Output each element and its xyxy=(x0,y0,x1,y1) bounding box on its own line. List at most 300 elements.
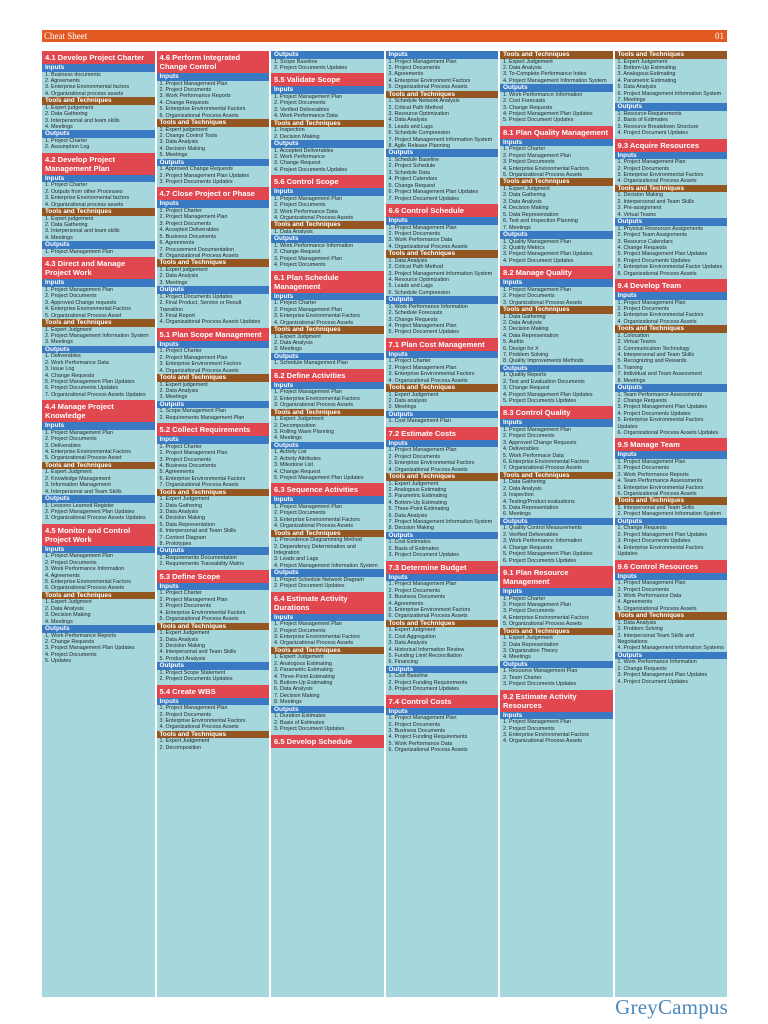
outputs-item: 2. Change Requests xyxy=(45,639,95,646)
process-title: 5.3 Define Scope xyxy=(157,570,270,583)
inputs-item: 4. Business Documents xyxy=(159,463,217,469)
inputs-item: 2. Project Documents xyxy=(45,436,97,443)
outputs-item: 2. Assumption Log xyxy=(45,144,90,151)
outputs-item: 7. Project Document Updates xyxy=(388,195,459,202)
tools-item: 2. Critical Path Method xyxy=(388,104,444,111)
inputs-header: Inputs xyxy=(157,698,270,706)
tools-item: 6. Data Analysis xyxy=(274,686,313,693)
outputs-item: 5. Project Management Plan Updates xyxy=(503,551,593,558)
tools-item: 3. Data Analysis xyxy=(503,198,542,205)
tools-header: Tools and Techniques xyxy=(386,384,499,392)
outputs-item: 4. Change Request xyxy=(274,468,321,475)
tools-item: 1. Expert Judgement xyxy=(388,480,439,487)
inputs-header: Inputs xyxy=(271,86,384,94)
tools-item: 1. Data Analysis xyxy=(274,229,313,236)
outputs-header: Outputs xyxy=(615,103,728,111)
tools-item: 2. Data Gathering xyxy=(159,502,203,509)
outputs-item: 7. Organizational Process Assets Updates xyxy=(45,391,146,398)
tools-header: Tools and Techniques xyxy=(271,326,384,334)
column-1 xyxy=(42,51,155,997)
outputs-item: 1. Resource Requirements xyxy=(617,111,682,118)
inputs-item: 4. Organizational Process Assets xyxy=(617,178,697,185)
inputs-item: 1. Project Management Plan xyxy=(274,621,343,628)
inputs-item: 2. Project Management Plan xyxy=(159,450,228,457)
outputs-header: Outputs xyxy=(271,140,384,148)
tools-header: Tools and Techniques xyxy=(42,592,155,600)
tools-item: 7. Individual and Team Assessment xyxy=(617,371,702,378)
outputs-item: 4. Project Management Plan xyxy=(388,322,457,329)
outputs-item: 2. Change Requests xyxy=(617,398,667,404)
section-gap xyxy=(42,665,155,667)
tools-header: Tools and Techniques xyxy=(615,51,728,59)
tools-item: 1. Expert judgement xyxy=(159,381,208,388)
tools-item: 3. Parametric Estimating xyxy=(388,493,448,500)
outputs-header: Outputs xyxy=(386,666,499,674)
inputs-item: 1. Project Management Plan xyxy=(388,224,457,231)
column-5 xyxy=(500,51,613,997)
inputs-header: Inputs xyxy=(157,341,270,349)
inputs-header: Inputs xyxy=(615,573,728,581)
section-gap xyxy=(386,754,499,756)
tools-item: 7. Meetings xyxy=(617,97,646,104)
outputs-header: Outputs xyxy=(157,401,270,409)
inputs-item: 3. Enterprise Environmental Factors xyxy=(388,460,475,467)
outputs-item: 5. Project Management Plan Updates xyxy=(274,474,364,481)
outputs-item: 2. Work Performance Data xyxy=(45,359,109,366)
tools-item: 1. Expert judgement xyxy=(45,215,94,222)
outputs-item: 2. Test and Evaluation Documents xyxy=(503,378,585,385)
tools-item: 2. Data Analysis xyxy=(503,65,542,71)
outputs-item: 3. Project Documents Updates xyxy=(159,179,233,186)
outputs-item: 3. Change Requests xyxy=(503,104,553,111)
tools-header: Tools and Techniques xyxy=(271,120,384,128)
outputs-item: 1. Cost Estimates xyxy=(388,539,431,546)
inputs-item: 2. Project Documents xyxy=(617,586,670,593)
process-title: 4.1 Develop Project Charter xyxy=(42,51,155,64)
tools-item: 1. Data Analysis xyxy=(388,257,428,264)
inputs-item: 2. Project Documents xyxy=(388,587,441,594)
outputs-header: Outputs xyxy=(42,346,155,354)
outputs-header: Outputs xyxy=(386,411,499,419)
outputs-header: Outputs xyxy=(42,241,155,249)
inputs-item: 2. Project Management Plan xyxy=(503,601,572,608)
tools-item: 3. Decision Making xyxy=(503,326,549,333)
inputs-item: 4. Organizational Process Assets xyxy=(388,377,468,384)
inputs-header: Inputs xyxy=(271,614,384,622)
outputs-item: 1. Change Requests xyxy=(617,525,667,532)
tools-header: Tools and Techniques xyxy=(42,97,155,105)
inputs-header: Inputs xyxy=(42,64,155,72)
tools-item: 4. Decision Making xyxy=(159,515,206,522)
tools-header: Tools and Techniques xyxy=(386,250,499,258)
inputs-item: 2. Project Documents xyxy=(274,510,326,517)
tools-item: 7. Project Management Information System xyxy=(388,136,493,143)
outputs-item: 1. Work Performance Information xyxy=(503,91,583,98)
tools-item: 8. Meetings xyxy=(617,377,646,384)
inputs-item: 3. Enterprise Environmental Factors xyxy=(274,516,360,523)
tools-item: 6. Data Analysis xyxy=(388,512,428,519)
tools-item: 3. Data Analysis xyxy=(159,509,199,516)
inputs-item: 1. Project Management Plan xyxy=(617,459,686,466)
tools-item: 5. Data Analysis xyxy=(617,84,657,91)
tools-item: 3. Information Management xyxy=(45,482,111,489)
inputs-header: Inputs xyxy=(500,419,613,427)
inputs-header: Inputs xyxy=(500,279,613,287)
outputs-item: 2. Project Documents Updates xyxy=(274,65,348,71)
outputs-item: 1. Project Management Plan xyxy=(45,248,114,255)
tools-item: 1. Colocation xyxy=(617,332,649,339)
inputs-item: 1. Project Charter xyxy=(159,348,202,355)
tools-header: Tools and Techniques xyxy=(615,325,728,333)
outputs-item: 1. Requirements Documentation xyxy=(159,555,237,562)
outputs-header: Outputs xyxy=(500,661,613,669)
tools-item: 6. Financing xyxy=(388,659,418,666)
tools-header: Tools and Techniques xyxy=(42,319,155,327)
outputs-item: 1. Resource Management Plan xyxy=(503,668,578,675)
inputs-item: 3. Enterprise Environmental Factors xyxy=(617,172,704,179)
outputs-header: Outputs xyxy=(500,518,613,526)
outputs-header: Outputs xyxy=(157,286,270,294)
tools-item: 5. Data Representation xyxy=(503,505,559,512)
process-title: 9.5 Manage Team xyxy=(615,438,728,451)
outputs-item: 3. Project Document Updates xyxy=(388,686,459,693)
tools-item: 3. Interpersonal and team skills xyxy=(45,228,120,235)
tools-item: 5. Product Analysis xyxy=(159,655,206,662)
inputs-header: Inputs xyxy=(386,351,499,359)
inputs-header: Inputs xyxy=(271,382,384,390)
tools-header: Tools and Techniques xyxy=(42,208,155,216)
tools-item: 3. Interpersonal Team Skills and Negotiations xyxy=(617,632,695,645)
tools-item: 6. Test and Inspection Planning xyxy=(503,218,578,225)
inputs-item: 5. Organizational Process Asset xyxy=(45,312,122,319)
inputs-item: 2. Project Documents xyxy=(388,65,441,71)
outputs-header: Outputs xyxy=(42,130,155,138)
inputs-item: 1. Project Charter xyxy=(503,595,546,602)
tools-header: Tools and Techniques xyxy=(271,647,384,655)
inputs-item: 2. Project Management Plan xyxy=(388,364,457,371)
tools-item: 3. Rolling Wave Planning xyxy=(274,428,335,435)
process-title: 5.1 Plan Scope Management xyxy=(157,328,270,341)
tools-item: 5. Recognizing and Rewards xyxy=(617,358,687,365)
outputs-item: 1. Cost Management Plan xyxy=(388,418,451,425)
outputs-item: 3. Project Documents Updates xyxy=(617,538,691,545)
inputs-item: 3. Business Documents xyxy=(388,594,446,601)
tools-header: Tools and Techniques xyxy=(500,306,613,314)
tools-item: 2. Analogous Estimating xyxy=(274,660,332,667)
tools-header: Tools and Techniques xyxy=(500,472,613,480)
inputs-item: 4. Change Requests xyxy=(159,99,209,106)
outputs-item: 2. Change Requests xyxy=(617,665,667,672)
tools-item: 4. Meetings xyxy=(45,234,73,241)
tools-item: 1. Expert judgement xyxy=(45,104,94,111)
tools-item: 4. Interpersonal and Team Skills xyxy=(159,649,237,656)
tools-item: 1. Data Gathering xyxy=(503,313,546,320)
outputs-item: 1. Physical Resources Assignments xyxy=(617,225,703,232)
outputs-item: 2. Work Performance xyxy=(274,154,325,161)
inputs-item: 3. Work Performance Reports xyxy=(159,93,231,100)
tools-item: 5. Leads and Lags xyxy=(388,283,433,290)
section-gap xyxy=(271,748,384,750)
inputs-item: 3. Project Documents xyxy=(503,608,555,615)
inputs-item: 4. Team Performance Assessments xyxy=(617,478,703,485)
outputs-header: Outputs xyxy=(615,218,728,226)
outputs-item: 1. Project Documents Updates xyxy=(159,293,233,300)
tools-item: 1. Expert Judgement xyxy=(274,654,324,661)
tools-item: 1. Expert judgement xyxy=(159,126,208,133)
tools-item: 1. Schedule Network Analysis xyxy=(388,98,460,105)
tools-header: Tools and Techniques xyxy=(386,620,499,628)
inputs-item: 1. Project Charter xyxy=(503,146,546,153)
outputs-item: 6. Project Management Plan Updates xyxy=(388,189,479,196)
outputs-header: Outputs xyxy=(500,365,613,373)
inputs-item: 7. Organizational Process Assets xyxy=(159,482,239,489)
inputs-item: 4. Organizational process assets xyxy=(45,201,124,208)
inputs-item: 1. Project Management Plan xyxy=(503,286,572,293)
inputs-item: 2. Project Management Plan xyxy=(159,354,228,361)
inputs-item: 7. Procurement Documentation xyxy=(159,246,235,253)
inputs-header: Inputs xyxy=(386,217,499,225)
tools-item: 1. Expert Judgement xyxy=(159,496,210,503)
tools-item: 3. Meetings xyxy=(388,404,417,411)
tools-item: 2. Interpersonal and Team Skills xyxy=(617,198,695,205)
greycampus-logo: GreyCampus xyxy=(615,995,728,1019)
tools-item: 2. Data Analysis xyxy=(159,636,199,643)
inputs-item: 2. Project Documents xyxy=(503,725,555,732)
inputs-item: 3. Organizational Process Assets xyxy=(503,299,583,306)
outputs-item: 2. Project Management Plan Updates xyxy=(45,509,135,515)
inputs-item: 1. Project Management Plan xyxy=(274,503,343,510)
outputs-item: 1. Project Scope Statement xyxy=(159,669,226,676)
inputs-item: 1. Project Management Plan xyxy=(388,447,457,454)
tools-header: Tools and Techniques xyxy=(271,409,384,417)
tools-item: 8. Quality Improvements Methods xyxy=(503,358,584,365)
process-title: 4.2 Develop Project Management Plan xyxy=(42,153,155,175)
inputs-item: 6. Organizational Process Assets xyxy=(159,112,239,119)
outputs-item: 4. Project Management Plan Updates xyxy=(503,391,593,398)
inputs-item: 2. Outputs from other Processes xyxy=(45,188,123,195)
inputs-item: 1. Project Charter xyxy=(45,182,88,189)
inputs-item: 1. Project Management Plan xyxy=(617,580,686,587)
outputs-item: 4. Change Requests xyxy=(503,544,553,551)
inputs-item: 1. Project Management Plan xyxy=(388,581,457,588)
tools-item: 5. Meetings xyxy=(159,152,188,159)
tools-item: 2. Decomposition xyxy=(159,744,202,751)
section-gap xyxy=(500,745,613,747)
outputs-item: 6. Organizational Process Assets Updates xyxy=(617,430,719,437)
inputs-item: 1. Project Charter xyxy=(159,590,202,597)
outputs-item: 5. Enterprise Environmental Factors Updates xyxy=(617,417,704,430)
outputs-item: 3. Change Requests xyxy=(388,316,438,323)
tools-item: 7. Decision Making xyxy=(274,692,320,699)
inputs-item: 1. Project Management Plan xyxy=(45,429,114,436)
inputs-item: 4. Enterprise Environmental Factors xyxy=(503,165,589,172)
inputs-item: 1. Project Management Plan xyxy=(388,58,457,65)
tools-item: 4. Meetings xyxy=(45,124,73,131)
tools-item: 4. Interpersonal and Team Skills xyxy=(617,351,695,358)
tools-item: 5. Data Representation xyxy=(159,521,215,528)
tools-item: 1. Expert Judgement xyxy=(388,391,439,398)
outputs-item: 1. Quality Reports xyxy=(503,372,547,379)
tools-item: 2. Dependency Determination and Integration xyxy=(274,543,356,556)
inputs-item: 3. Project Documents xyxy=(503,159,555,166)
tools-item: 2. Data Analysis xyxy=(45,605,84,612)
tools-item: 4. Project Management Information System xyxy=(274,562,378,569)
cheat-sheet-columns xyxy=(42,51,727,997)
tools-item: 5. Leads and Lags xyxy=(388,123,433,130)
process-title: 6.4 Estimate Activity Durations xyxy=(271,592,384,614)
tools-item: 2. Data Analysis xyxy=(503,319,542,326)
tools-item: 1. Expert Judgment xyxy=(503,186,550,193)
inputs-item: 3. Approved Change Requests xyxy=(503,439,577,446)
outputs-item: 1. Scope Management Plan xyxy=(159,408,227,415)
tools-item: 2. Data Analysis xyxy=(159,387,199,394)
tools-item: 3. Meetings xyxy=(274,346,302,353)
outputs-item: 2. Team Charter xyxy=(503,674,542,681)
inputs-header: Inputs xyxy=(42,422,155,430)
outputs-item: 2. Verified Deliverables xyxy=(503,531,559,538)
inputs-item: 3. Organizational Process Assets xyxy=(274,402,354,409)
inputs-item: 2. Project Management Plan xyxy=(159,596,228,603)
process-title: 6.5 Develop Schedule xyxy=(271,735,384,748)
tools-item: 2. Decomposition xyxy=(274,422,316,429)
process-title: 5.5 Validate Scope xyxy=(271,73,384,86)
inputs-item: 8. Organizational Process Assets xyxy=(159,252,239,259)
tools-item: 1. Expert Judgement xyxy=(503,635,553,642)
process-title: 8.1 Plan Quality Management xyxy=(500,126,613,139)
tools-item: 6. Schedule Compression xyxy=(388,130,451,137)
inputs-item: 4. Work Performance Data xyxy=(274,113,338,120)
outputs-item: 2. Schedule Forecasts xyxy=(388,310,443,317)
tools-item: 1. Data Gathering xyxy=(503,479,546,486)
outputs-header: Outputs xyxy=(386,532,499,540)
inputs-item: 5. Organizational Process Asset xyxy=(45,455,122,462)
inputs-item: 2. Project Management Plan xyxy=(159,214,228,221)
outputs-item: 3. Project Document Updates xyxy=(274,726,345,733)
outputs-item: 2. Requirements Management Plan xyxy=(159,414,245,421)
inputs-item: 5. Organizational Process Assets xyxy=(503,621,583,628)
inputs-header: Inputs xyxy=(386,51,499,59)
inputs-item: 3. Business Documents xyxy=(388,727,446,734)
tools-item: 1. Expert Judgement xyxy=(503,58,553,65)
outputs-item: 6. Project Documents Updates xyxy=(45,385,119,392)
outputs-header: Outputs xyxy=(271,353,384,361)
outputs-header: Outputs xyxy=(42,625,155,633)
outputs-item: 4. Change Requests xyxy=(617,244,667,251)
outputs-item: 3. Milestone List xyxy=(274,462,313,469)
outputs-item: 1. Project Schedule Network Diagram xyxy=(274,576,364,583)
tools-item: 4. Virtual Teams xyxy=(617,211,656,218)
header-bar xyxy=(42,30,727,42)
tools-item: 8. Decision Making xyxy=(388,525,435,532)
process-title: 9.4 Develop Team xyxy=(615,279,728,292)
tools-item: 5. Funding Limit Reconciliation xyxy=(388,652,462,659)
inputs-item: 1. Project Charter xyxy=(159,443,202,450)
tools-item: 2. Data Gathering xyxy=(45,111,88,118)
tools-item: 6. Project Management Information System xyxy=(617,90,722,97)
inputs-item: 4. Organizational Process Assets xyxy=(617,318,697,325)
inputs-item: 6. Organizational Process Assets xyxy=(388,747,468,754)
tools-item: 7. Context Diagram xyxy=(159,534,206,541)
tools-item: 3. Resource Optimization xyxy=(388,111,450,118)
tools-item: 2. Data analysis xyxy=(388,398,427,404)
tools-item: 3. Decision Making xyxy=(159,642,206,649)
outputs-item: 3. Project Management Plan xyxy=(274,255,343,262)
process-title: 9.6 Control Resources xyxy=(615,560,728,573)
outputs-item: 2. Cost Forecasts xyxy=(503,98,546,105)
outputs-item: 2. Requirements Traceability Matrix xyxy=(159,561,244,568)
inputs-item: 6. Enterprise Environmental Factors xyxy=(503,459,589,466)
inputs-item: 2. Project Documents xyxy=(617,465,670,472)
inputs-header: Inputs xyxy=(500,139,613,147)
tools-item: 1. Expert Judgement xyxy=(274,416,324,423)
outputs-item: 5. Project Management Plan Updates xyxy=(45,378,135,385)
tools-item: 3. Pre-assignment xyxy=(617,205,662,212)
inputs-item: 3. Work Performance Data xyxy=(617,592,682,599)
outputs-item: 3. Project Management Plan Updates xyxy=(503,251,593,258)
tools-item: 1. Interpersonal and Team Skills xyxy=(617,505,695,512)
process-title: 9.3 Acquire Resources xyxy=(615,139,728,152)
tools-item: 4. Decision Making xyxy=(159,145,206,152)
outputs-item: 3. Schedule Data xyxy=(388,169,430,176)
inputs-item: 4. Enterprise Environment Factors xyxy=(388,77,471,84)
inputs-item: 2. Project Documents xyxy=(503,433,555,440)
tools-item: 1. Expert Judgment xyxy=(388,627,436,634)
outputs-item: 5. Project Document Updates xyxy=(503,117,574,124)
inputs-item: 1. Project Management Plan xyxy=(503,427,572,433)
inputs-header: Inputs xyxy=(42,279,155,287)
outputs-header: Outputs xyxy=(386,296,499,304)
tools-item: 3. Parametric Estimating xyxy=(274,667,333,674)
outputs-item: 2. Quality Metrics xyxy=(503,244,545,251)
inputs-item: 4. Enterprise Environmental Factors xyxy=(45,448,131,455)
tools-item: 1. Expert Judgement xyxy=(159,738,210,745)
outputs-item: 2. Basis of Estimates xyxy=(388,545,439,552)
inputs-item: 2. Project Documents xyxy=(45,559,97,566)
section-gap xyxy=(615,685,728,687)
inputs-item: 4. Organizational Process Assets xyxy=(388,466,468,473)
inputs-item: 5. Work Performace Data xyxy=(503,452,564,459)
inputs-header: Inputs xyxy=(386,440,499,448)
tools-header: Tools and Techniques xyxy=(500,628,613,636)
inputs-item: 4. Organizational Process Assets xyxy=(503,738,583,745)
tools-item: 7. Project Management Information System xyxy=(388,519,493,526)
inputs-item: 3. Project Documents xyxy=(159,456,212,463)
outputs-item: 4. Change Requests xyxy=(45,372,95,379)
inputs-item: 5. Enterprise Environmental Factors xyxy=(159,106,246,113)
process-title: 4.4 Manage Project Knowledge xyxy=(42,400,155,422)
inputs-item: 1. Project Management Plan xyxy=(159,80,228,87)
outputs-item: 4. Project Document Updates xyxy=(503,257,574,264)
tools-item: 6. Interpersonal and Team Skills xyxy=(159,528,237,535)
tools-item: 8. Prototypes xyxy=(159,541,192,548)
tools-item: 7. Meetings xyxy=(503,224,531,231)
outputs-item: 5. Updates xyxy=(45,658,72,665)
inputs-header: Inputs xyxy=(615,292,728,300)
outputs-item: 1. Deliverables xyxy=(45,353,81,360)
tools-header: Tools and Techniques xyxy=(157,119,270,127)
outputs-header: Outputs xyxy=(500,231,613,239)
tools-item: 1. Data Analysis xyxy=(617,619,657,626)
tools-item: 4. Decision Making xyxy=(503,205,549,212)
outputs-item: 2. Change Request xyxy=(274,249,321,256)
tools-header: Tools and Techniques xyxy=(271,221,384,229)
tools-header: Tools and Techniques xyxy=(615,185,728,193)
outputs-item: 4. Organizational Process Assets Updates xyxy=(159,319,261,326)
inputs-header: Inputs xyxy=(271,496,384,504)
inputs-item: 5. Enterprise Environment Factors xyxy=(388,606,471,613)
tools-item: 4. Interpersonal and Team Skills xyxy=(45,488,122,495)
inputs-header: Inputs xyxy=(271,188,384,196)
